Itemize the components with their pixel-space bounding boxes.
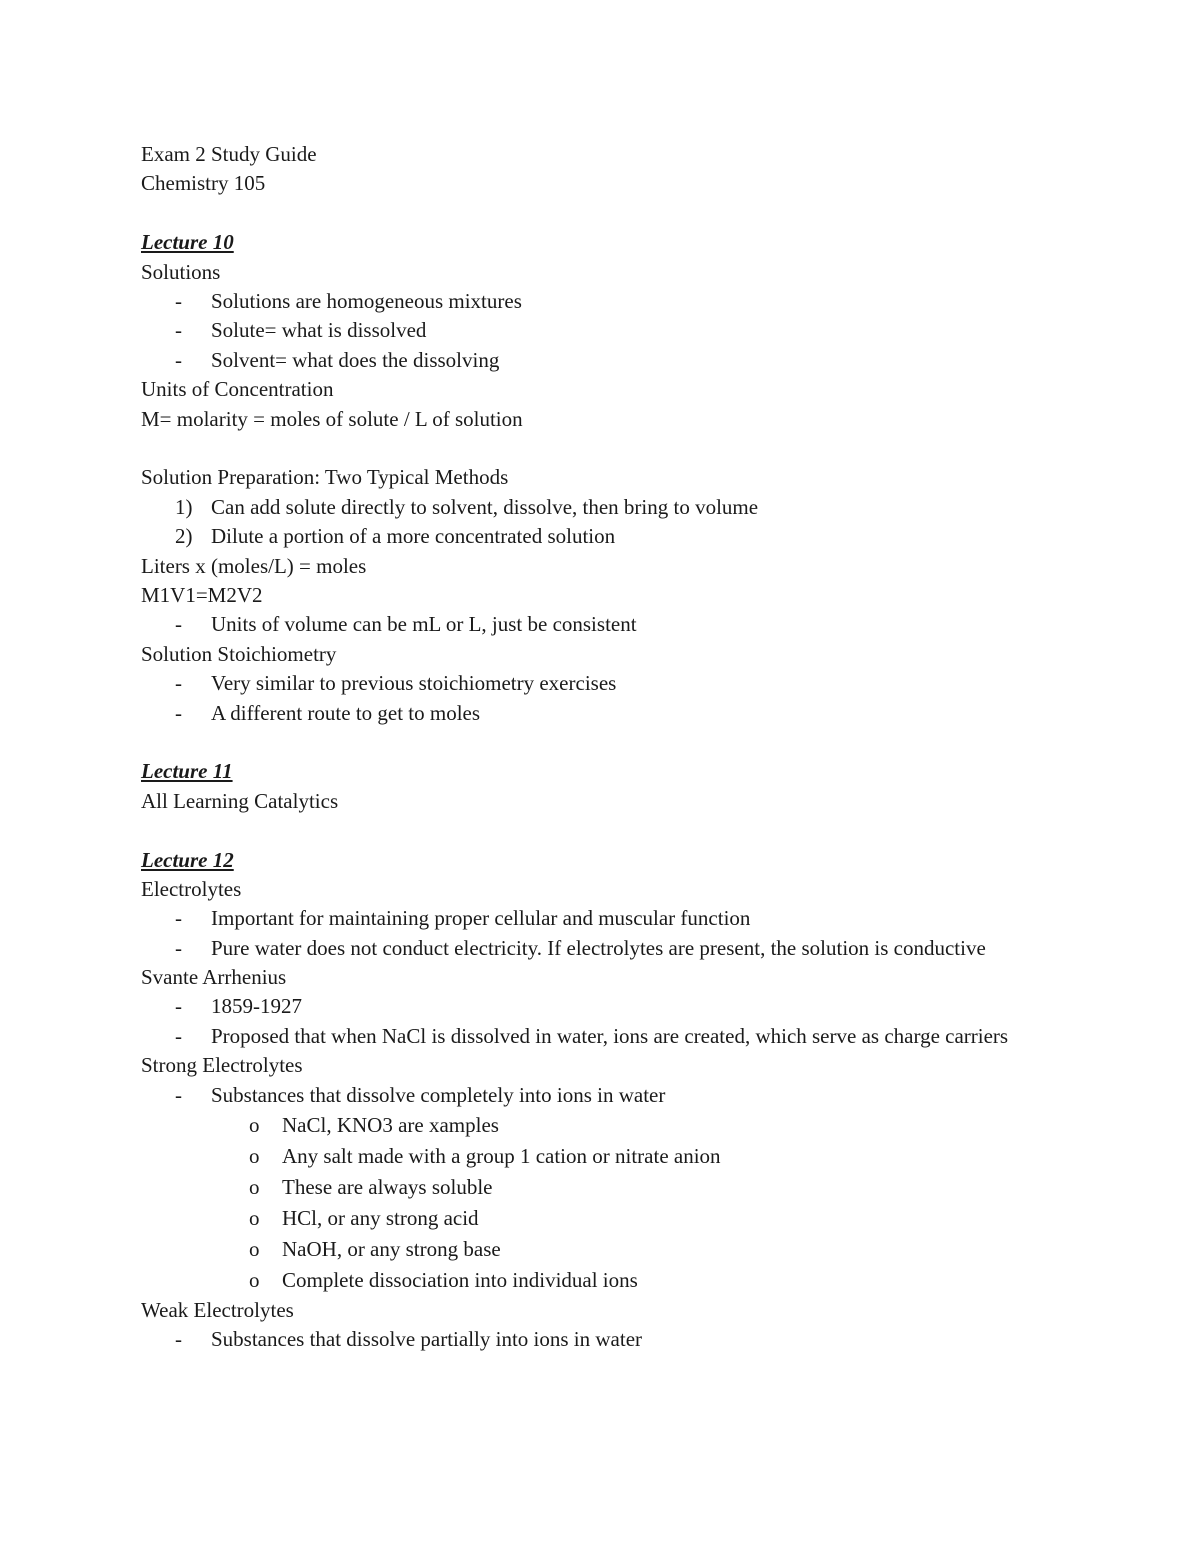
list-item: - Units of volume can be mL or L, just be consistent <box>141 610 1061 639</box>
stoich-title: Solution Stoichiometry <box>141 641 337 666</box>
circle-marker: o <box>249 1144 260 1169</box>
spacer <box>141 434 1061 463</box>
units-title: Units of Concentration <box>141 377 334 402</box>
dash-marker: - <box>175 906 182 931</box>
list-item: - Proposed that when NaCl is dissolved in water, ions are created, which serve as charge carriers <box>141 1022 1051 1051</box>
list-item: - Substances that dissolve partially into ions in water <box>141 1325 1061 1354</box>
dash-marker: - <box>175 1023 182 1048</box>
dash-marker: - <box>175 288 182 313</box>
list-item: - Solvent= what does the dissolving <box>141 346 1061 375</box>
sub-list-item: o NaCl, KNO3 are xamples <box>141 1110 1061 1141</box>
dilution-formula: M1V1=M2V2 <box>141 582 263 607</box>
dash-marker: - <box>175 318 182 343</box>
doc-course: Chemistry 105 <box>141 171 266 196</box>
circle-marker: o <box>249 1237 260 1262</box>
number-marker: 2) <box>175 524 193 549</box>
doc-title: Exam 2 Study Guide <box>141 142 317 166</box>
list-item: - Very similar to previous stoichiometry exercises <box>141 669 1061 698</box>
list-item: - Solutions are homogeneous mixtures <box>141 287 1061 316</box>
circle-marker: o <box>249 1175 260 1200</box>
strong-title: Strong Electrolytes <box>141 1053 303 1078</box>
numbered-item: 2) Dilute a portion of a more concentrated solution <box>141 522 1061 551</box>
sub-list-item: o HCl, or any strong acid <box>141 1203 1061 1234</box>
list-item: - Pure water does not conduct electricity. If electrolytes are present, the solution is conductive <box>141 934 1051 963</box>
list-item: - Important for maintaining proper cellular and muscular function <box>141 904 1061 933</box>
dash-marker: - <box>175 700 182 725</box>
dash-marker: - <box>175 935 182 960</box>
list-item: - Substances that dissolve completely into ions in water <box>141 1081 1061 1110</box>
liters-formula: Liters x (moles/L) = moles <box>141 553 367 578</box>
lecture-10-heading: Lecture 10 <box>141 230 234 255</box>
list-item: - 1859-1927 <box>141 992 1061 1021</box>
lecture-11-text: All Learning Catalytics <box>141 788 339 813</box>
dash-marker: - <box>175 612 182 637</box>
dash-marker: - <box>175 671 182 696</box>
circle-marker: o <box>249 1206 260 1231</box>
list-item: - Solute= what is dissolved <box>141 316 1061 345</box>
numbered-item: 1) Can add solute directly to solvent, dissolve, then bring to volume <box>141 493 1061 522</box>
dash-marker: - <box>175 994 182 1019</box>
weak-title: Weak Electrolytes <box>141 1298 294 1323</box>
circle-marker: o <box>249 1113 260 1138</box>
dash-marker: - <box>175 1327 182 1352</box>
electrolytes-title: Electrolytes <box>141 876 242 901</box>
prep-title: Solution Preparation: Two Typical Methods <box>141 465 509 490</box>
solutions-title: Solutions <box>141 259 221 284</box>
spacer <box>141 728 1061 757</box>
dash-marker: - <box>175 347 182 372</box>
arrhenius-title: Svante Arrhenius <box>141 965 287 990</box>
spacer <box>141 199 1061 228</box>
number-marker: 1) <box>175 494 193 519</box>
list-item: - A different route to get to moles <box>141 699 1061 728</box>
sub-list-item: o NaOH, or any strong base <box>141 1234 1061 1265</box>
lecture-11-heading: Lecture 11 <box>141 759 233 784</box>
sub-list-item: o Complete dissociation into individual ions <box>141 1265 1061 1296</box>
sub-list-item: o Any salt made with a group 1 cation or nitrate anion <box>141 1141 1061 1172</box>
lecture-12-heading: Lecture 12 <box>141 847 234 872</box>
circle-marker: o <box>249 1268 260 1293</box>
molarity-formula: M= molarity = moles of solute / L of solution <box>141 406 523 431</box>
study-guide-page <box>141 140 1061 1355</box>
sub-list-item: o These are always soluble <box>141 1172 1061 1203</box>
dash-marker: - <box>175 1082 182 1107</box>
spacer <box>141 816 1061 845</box>
